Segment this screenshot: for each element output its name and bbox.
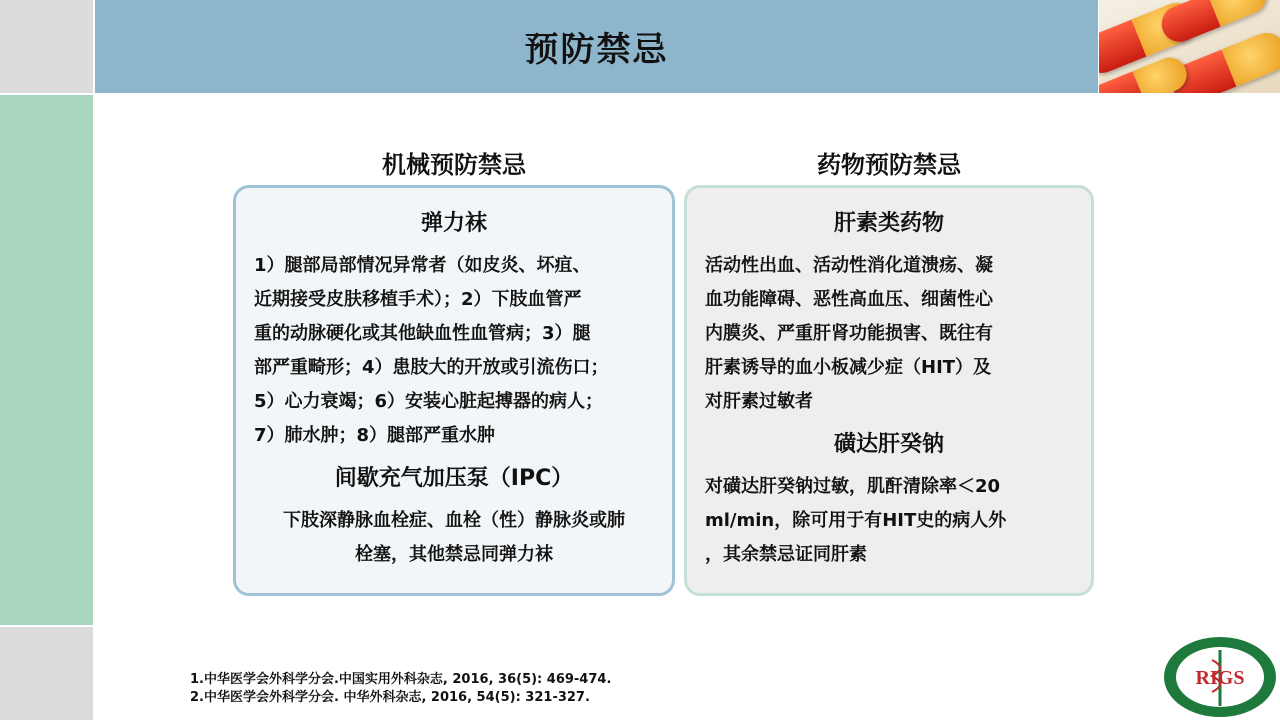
corner-block-top bbox=[0, 0, 93, 93]
stockings-line: 7）肺水肿；8）腿部严重水肿 bbox=[254, 425, 496, 446]
ipc-text bbox=[254, 504, 654, 572]
ipc-title: 间歇充气加压泵（IPC） bbox=[334, 466, 574, 491]
heparin-line: 肝素诱导的血小板减少症（HIT）及 bbox=[705, 357, 992, 378]
heparin-title: 肝素类药物 bbox=[833, 211, 944, 236]
fondaparinux-line: 对磺达肝癸钠过敏，肌酐清除率＜20 bbox=[705, 476, 1001, 497]
logo-text: RIGS bbox=[1195, 667, 1245, 689]
reference-2: 2.中华医学会外科学分会. 中华外科杂志, 2016, 54(5): 321-327. bbox=[190, 690, 590, 705]
fondaparinux-text bbox=[705, 470, 1073, 572]
mechanical-box bbox=[233, 185, 675, 596]
stockings-title: 弹力袜 bbox=[420, 211, 487, 236]
side-accent-bar bbox=[0, 95, 93, 625]
rigs-logo bbox=[1162, 632, 1278, 718]
fondaparinux-title: 磺达肝癸钠 bbox=[833, 432, 944, 457]
mechanical-heading: 机械预防禁忌 bbox=[382, 151, 526, 179]
stockings-text bbox=[254, 249, 654, 453]
heparin-line: 对肝素过敏者 bbox=[705, 391, 813, 412]
stockings-line: 部严重畸形；4）患肢大的开放或引流伤口； bbox=[254, 357, 609, 378]
title-bar bbox=[95, 0, 1098, 93]
fondaparinux-line: ，其余禁忌证同肝素 bbox=[705, 544, 867, 565]
heparin-line: 活动性出血、活动性消化道溃疡、凝 bbox=[705, 255, 993, 276]
heparin-line: 内膜炎、严重肝肾功能损害、既往有 bbox=[705, 323, 993, 344]
heparin-text bbox=[705, 249, 1073, 419]
stockings-line: 5）心力衰竭；6）安装心脏起搏器的病人； bbox=[254, 391, 604, 412]
reference-1: 1.中华医学会外科学分会.中国实用外科杂志, 2016, 36(5): 469-474. bbox=[190, 672, 612, 687]
fondaparinux-line: ml/min，除可用于有HIT史的病人外 bbox=[705, 510, 1007, 531]
stockings-line: 1）腿部局部情况异常者（如皮炎、坏疽、 bbox=[254, 255, 591, 276]
pharmacologic-box bbox=[684, 185, 1094, 596]
corner-block-bottom bbox=[0, 627, 93, 720]
slide-title: 预防禁忌 bbox=[524, 30, 669, 70]
pharmacologic-heading: 药物预防禁忌 bbox=[817, 151, 961, 179]
pills-image bbox=[1099, 0, 1280, 93]
ipc-line: 栓塞，其他禁忌同弹力袜 bbox=[355, 544, 553, 565]
ipc-line: 下肢深静脉血栓症、血栓（性）静脉炎或肺 bbox=[283, 510, 625, 531]
heparin-line: 血功能障碍、恶性高血压、细菌性心 bbox=[705, 289, 993, 310]
stockings-line: 近期接受皮肤移植手术）；2）下肢血管严 bbox=[254, 289, 582, 310]
stockings-line: 重的动脉硬化或其他缺血性血管病；3）腿 bbox=[254, 323, 591, 344]
